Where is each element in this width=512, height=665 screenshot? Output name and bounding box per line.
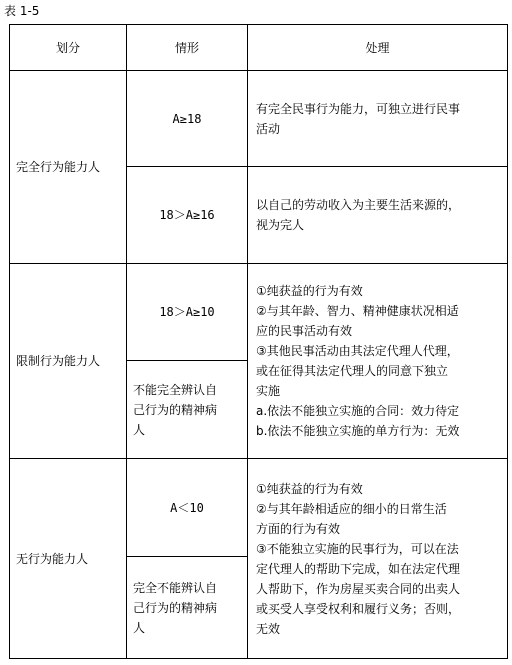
situation-line: 人 xyxy=(133,620,146,635)
header-row xyxy=(10,25,508,71)
handling-line: 或在征得其法定代理人的同意下独立 xyxy=(256,364,449,378)
handling-line: a.依法不能独立实施的合同：效力待定 xyxy=(256,404,460,418)
situation-cell xyxy=(127,557,248,659)
handling-line: ③不能独立实施的民事行为，可以在法 xyxy=(256,541,459,556)
situation-cell xyxy=(127,167,248,264)
situation-line: A≥18 xyxy=(172,111,202,126)
situation-line: 18＞A≥16 xyxy=(159,208,215,222)
situation-line: 己行为的精神病 xyxy=(133,600,218,615)
handling-line: ①纯获益的行为有效 xyxy=(256,284,363,298)
table-row xyxy=(10,71,508,167)
situation-line: 完全不能辨认自 xyxy=(133,580,218,595)
situation-line: 不能完全辨认自 xyxy=(133,382,218,397)
situation-cell xyxy=(127,71,248,167)
table-row xyxy=(10,264,508,361)
situation-cell xyxy=(127,459,248,557)
handling-line: 方面的行为有效 xyxy=(256,521,341,536)
handling-line: 或买受人享受权利和履行义务；否则， xyxy=(256,601,461,616)
table-caption: 表 1-5 xyxy=(4,4,40,18)
header-category: 划分 xyxy=(10,25,127,71)
handling-line: 实施 xyxy=(256,384,281,398)
category-cell: 完全行为能力人 xyxy=(10,71,127,264)
category-cell: 限制行为能力人 xyxy=(10,264,127,459)
situation-cell xyxy=(127,264,248,361)
table-row xyxy=(10,459,508,557)
handling-cell xyxy=(248,264,508,459)
header-handling: 处理 xyxy=(248,25,508,71)
situation-cell xyxy=(127,361,248,459)
handling-cell xyxy=(248,167,508,264)
situation-line: 人 xyxy=(133,422,146,437)
handling-line: 人帮助下，作为房屋买卖合同的出卖人 xyxy=(256,581,461,596)
capacity-table xyxy=(9,24,508,659)
handling-line: 有完全民事行为能力，可独立进行民事 xyxy=(256,101,461,116)
handling-line: 无效 xyxy=(256,621,281,636)
header-situation: 情形 xyxy=(127,25,248,71)
handling-line: ③其他民事活动由其法定代理人代理， xyxy=(256,344,459,358)
handling-line: ②与其年龄、智力、精神健康状况相适 xyxy=(256,304,459,318)
handling-line: b.依法不能独立实施的单方行为：无效 xyxy=(256,424,460,438)
handling-line: 应的民事活动有效 xyxy=(256,324,353,338)
category-cell: 无行为能力人 xyxy=(10,459,127,659)
handling-line: 视为完人 xyxy=(256,218,305,232)
handling-line: 活动 xyxy=(256,121,281,136)
handling-cell xyxy=(248,459,508,659)
handling-line: ①纯获益的行为有效 xyxy=(256,481,363,496)
handling-line: 定代理人的帮助下完成，如在法定代理 xyxy=(256,561,461,576)
handling-line: ②与其年龄相适应的细小的日常生活 xyxy=(256,501,447,516)
situation-line: 己行为的精神病 xyxy=(133,402,218,417)
handling-line: 以自己的劳动收入为主要生活来源的， xyxy=(256,198,461,212)
situation-line: A＜10 xyxy=(170,500,204,515)
handling-cell xyxy=(248,71,508,167)
situation-line: 18＞A≥10 xyxy=(159,305,215,319)
